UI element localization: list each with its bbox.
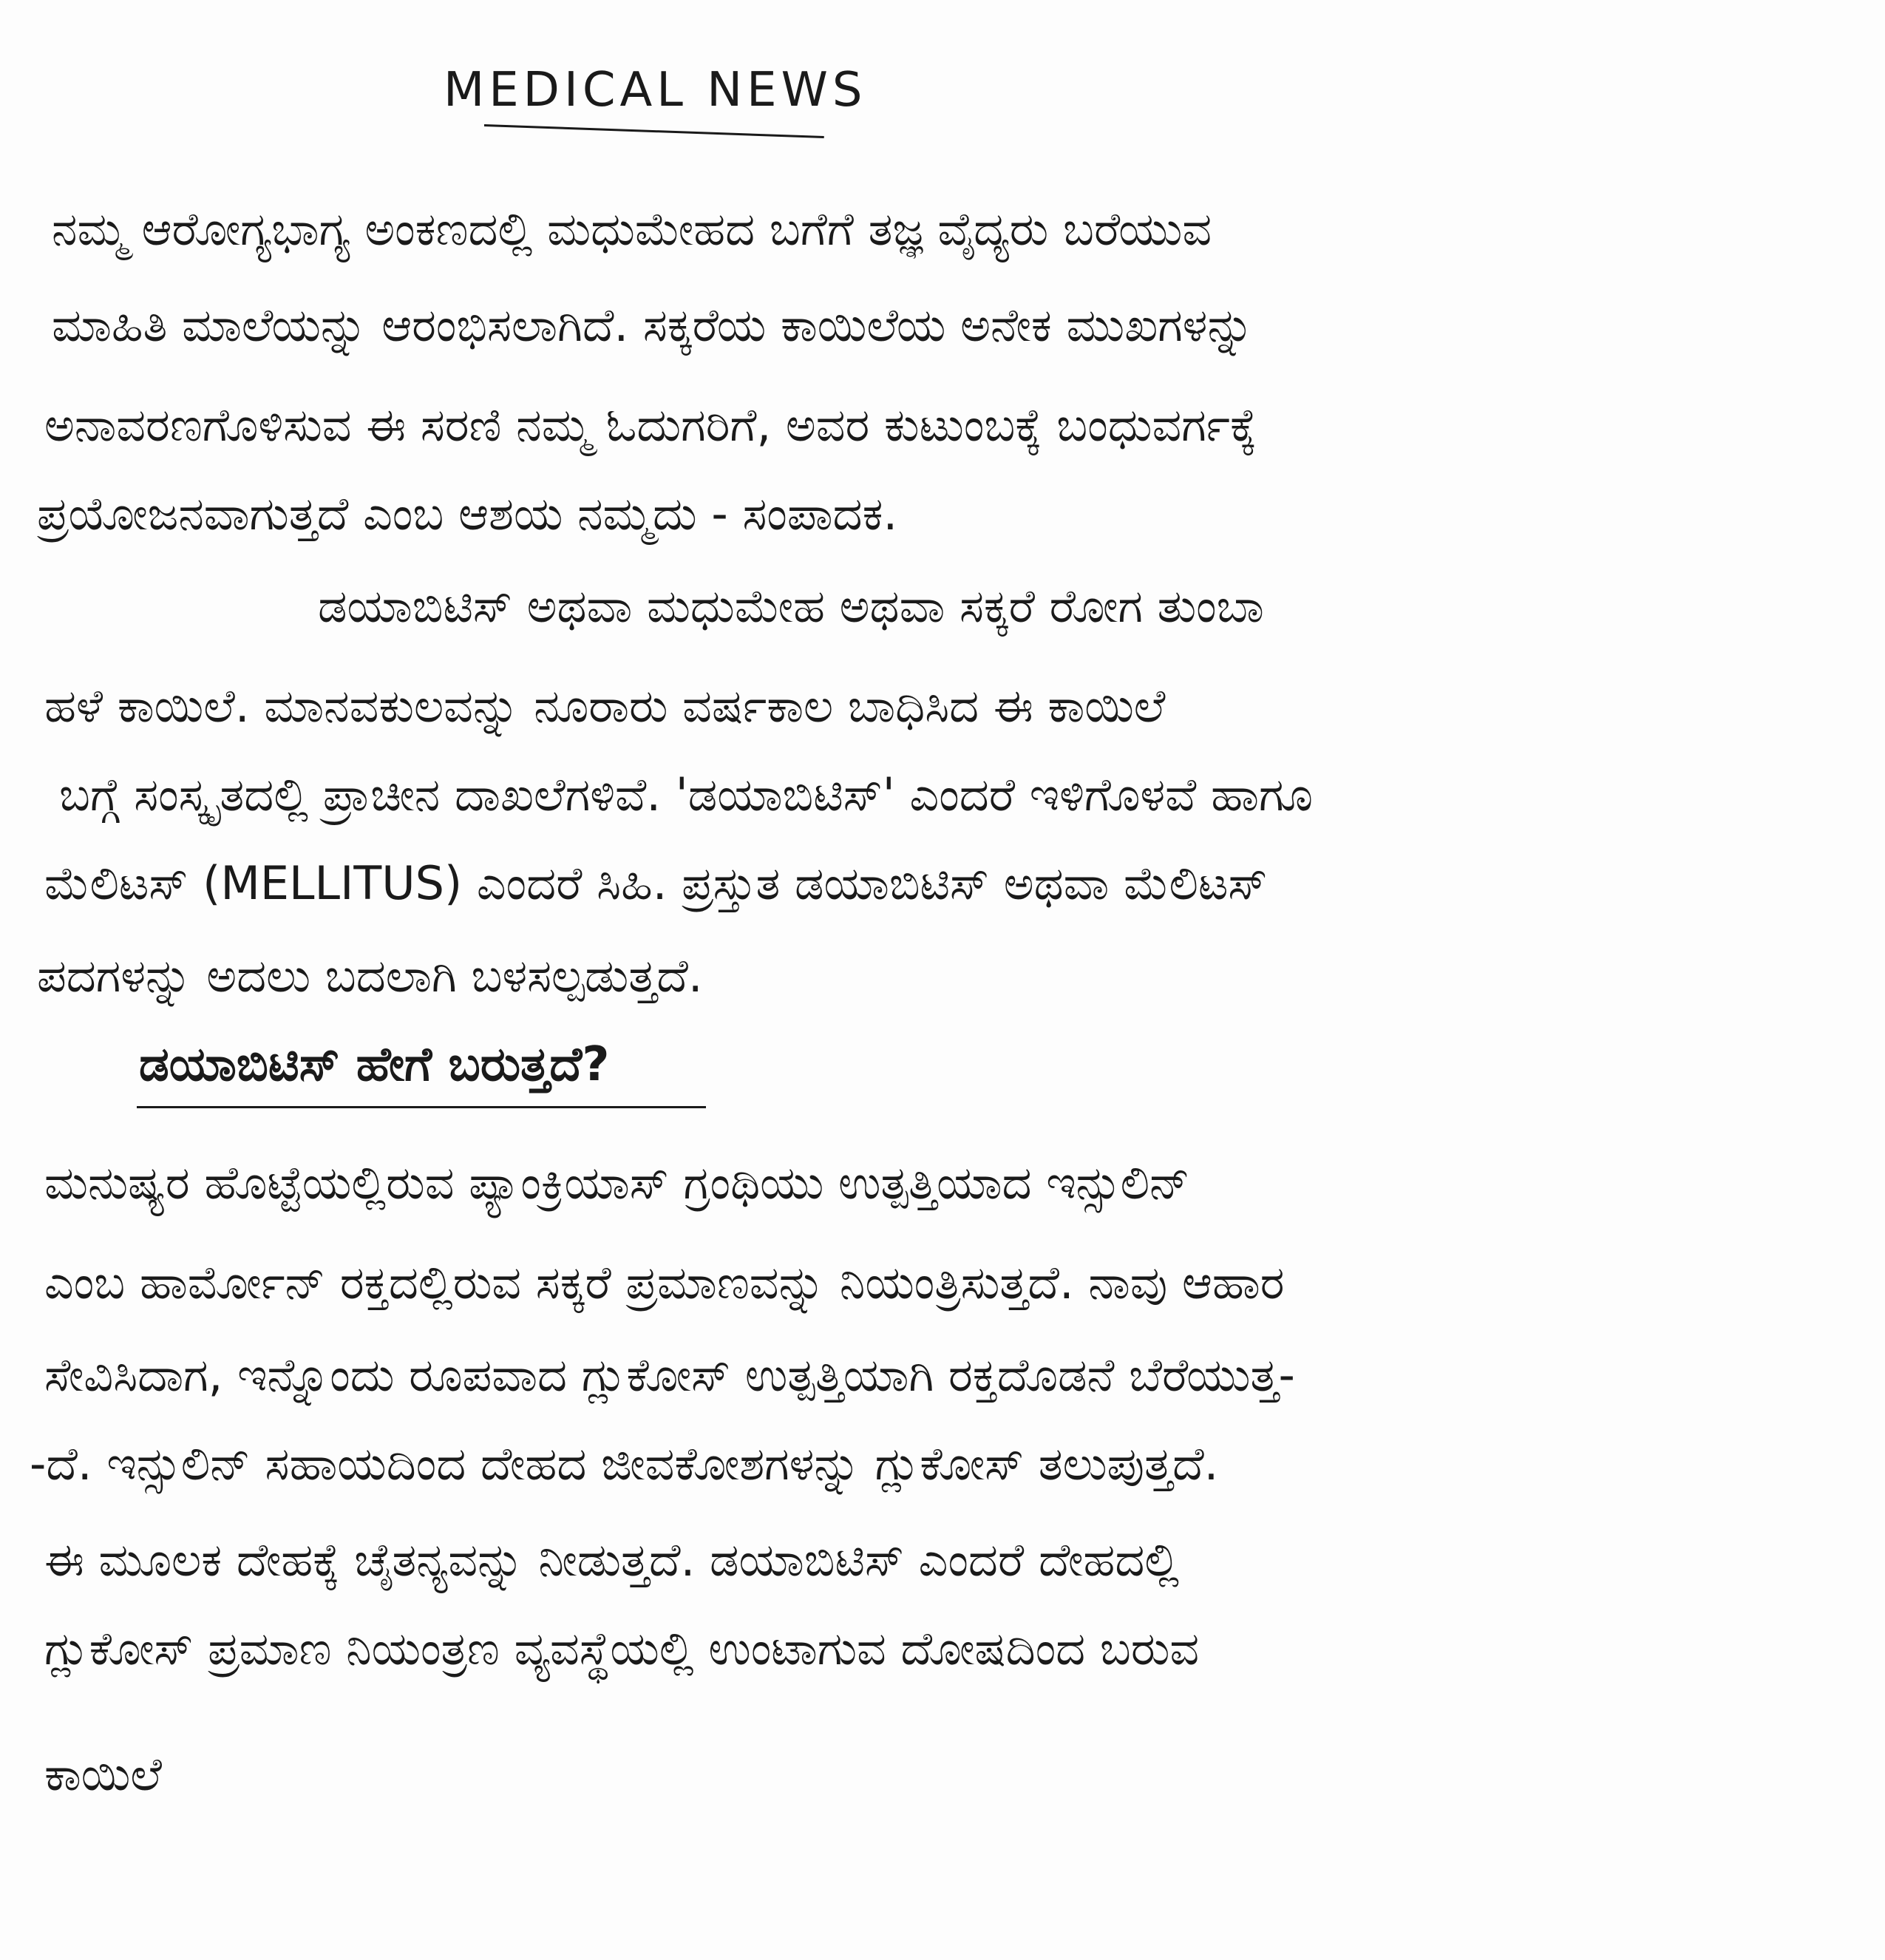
paragraph-2-line-2: ಹಳೆ ಕಾಯಿಲೆ. ಮಾನವಕುಲವನ್ನು ನೂರಾರು ವರ್ಷಕಾಲ ಬಾಧಿಸಿದ ಈ ಕಾಯಿಲೆ (44, 679, 1166, 733)
paragraph-1-line-2: ಮಾಹಿತಿ ಮಾಲೆಯನ್ನು ಆರಂಭಿಸಲಾಗಿದೆ. ಸಕ್ಕರೆಯ ಕಾಯಿಲೆಯ ಅನೇಕ ಮುಖಗಳನ್ನು (52, 298, 1254, 352)
paragraph-1-line-3: ಅನಾವರಣಗೊಳಿಸುವ ಈ ಸರಣಿ ನಮ್ಮ ಓದುಗರಿಗೆ, ಅವರ ಕುಟುಂಬಕ್ಕೆ ಬಂಧುವರ್ಗಕ್ಕೆ (44, 398, 1257, 452)
paragraph-1-line-1: ನಮ್ಮ ಆರೋಗ್ಯಭಾಗ್ಯ ಅಂಕಣದಲ್ಲಿ ಮಧುಮೇಹದ ಬಗೆಗೆ ತಜ್ಞ ವೈದ್ಯರು ಬರೆಯುವ (52, 202, 1212, 256)
title-underline (484, 124, 824, 138)
paragraph-2-line-4: ಮೆಲಿಟಸ್ (MELLITUS) ಎಂದರೆ ಸಿಹಿ. ಪ್ರಸ್ತುತ ಡಯಾಬಿಟಿಸ್ ಅಥವಾ ಮೆಲಿಟಸ್ (44, 856, 1268, 910)
paragraph-2-line-1: ಡಯಾಬಿಟಿಸ್ ಅಥವಾ ಮಧುಮೇಹ ಅಥವಾ ಸಕ್ಕರೆ ರೋಗ ತುಂಬಾ (318, 579, 1264, 633)
paragraph-2-line-3: ಬಗ್ಗೆ ಸಂಸ್ಕೃತದಲ್ಲಿ ಪ್ರಾಚೀನ ದಾಖಲೆಗಳಿವೆ. 'ಡಯಾಬಿಟಿಸ್' ಎಂದರೆ ಇಳಿಗೊಳವೆ ಹಾಗೂ (59, 767, 1314, 821)
paragraph-2-line-5: ಪದಗಳನ್ನು ಅದಲು ಬದಲಾಗಿ ಬಳಸಲ್ಪಡುತ್ತದೆ. (37, 949, 703, 1003)
paragraph-1-line-4: ಪ್ರಯೋಜನವಾಗುತ್ತದೆ ಎಂಬ ಆಶಯ ನಮ್ಮದು - ಸಂಪಾದಕ. (37, 486, 898, 540)
paragraph-3-line-3: ಸೇವಿಸಿದಾಗ, ಇನ್ನೊಂದು ರೂಪವಾದ ಗ್ಲುಕೋಸ್ ಉತ್ಪತ್ತಿಯಾಗಿ ರಕ್ತದೊಡನೆ ಬೆರೆಯುತ್ತ- (44, 1348, 1295, 1402)
paragraph-3-line-4: -ದೆ. ಇನ್ಸುಲಿನ್ ಸಹಾಯದಿಂದ ದೇಹದ ಜೀವಕೋಶಗಳನ್ನು ಗ್ಲುಕೋಸ್ ತಲುಪುತ್ತದೆ. (30, 1437, 1219, 1491)
page-title: MEDICAL NEWS (444, 63, 867, 118)
paragraph-3-line-5: ಈ ಮೂಲಕ ದೇಹಕ್ಕೆ ಚೈತನ್ಯವನ್ನು ನೀಡುತ್ತದೆ. ಡಯಾಬಿಟಿಸ್ ಎಂದರೆ ದೇಹದಲ್ಲಿ (44, 1533, 1180, 1587)
heading-underline (137, 1106, 706, 1108)
paragraph-3-line-1: ಮನುಷ್ಯರ ಹೊಟ್ಟೆಯಲ್ಲಿರುವ ಪ್ಯಾಂಕ್ರಿಯಾಸ್ ಗ್ರಂಥಿಯು ಉತ್ಪತ್ತಿಯಾದ ಇನ್ಸುಲಿನ್ (44, 1156, 1190, 1210)
paragraph-3-line-2: ಎಂಬ ಹಾರ್ಮೋನ್ ರಕ್ತದಲ್ಲಿರುವ ಸಕ್ಕರೆ ಪ್ರಮಾಣವನ್ನು ನಿಯಂತ್ರಿಸುತ್ತದೆ. ನಾವು ಆಹಾರ (44, 1255, 1285, 1309)
paragraph-3-line-6: ಗ್ಲುಕೋಸ್ ಪ್ರಮಾಣ ನಿಯಂತ್ರಣ ವ್ಯವಸ್ಥೆಯಲ್ಲಿ ಉಂಟಾಗುವ ದೋಷದಿಂದ ಬರುವ (44, 1621, 1200, 1675)
section-heading: ಡಯಾಬಿಟಿಸ್ ಹೇಗೆ ಬರುತ್ತದೆ? (139, 1037, 610, 1092)
paragraph-3-line-7: ಕಾಯಿಲೆ (44, 1747, 163, 1801)
